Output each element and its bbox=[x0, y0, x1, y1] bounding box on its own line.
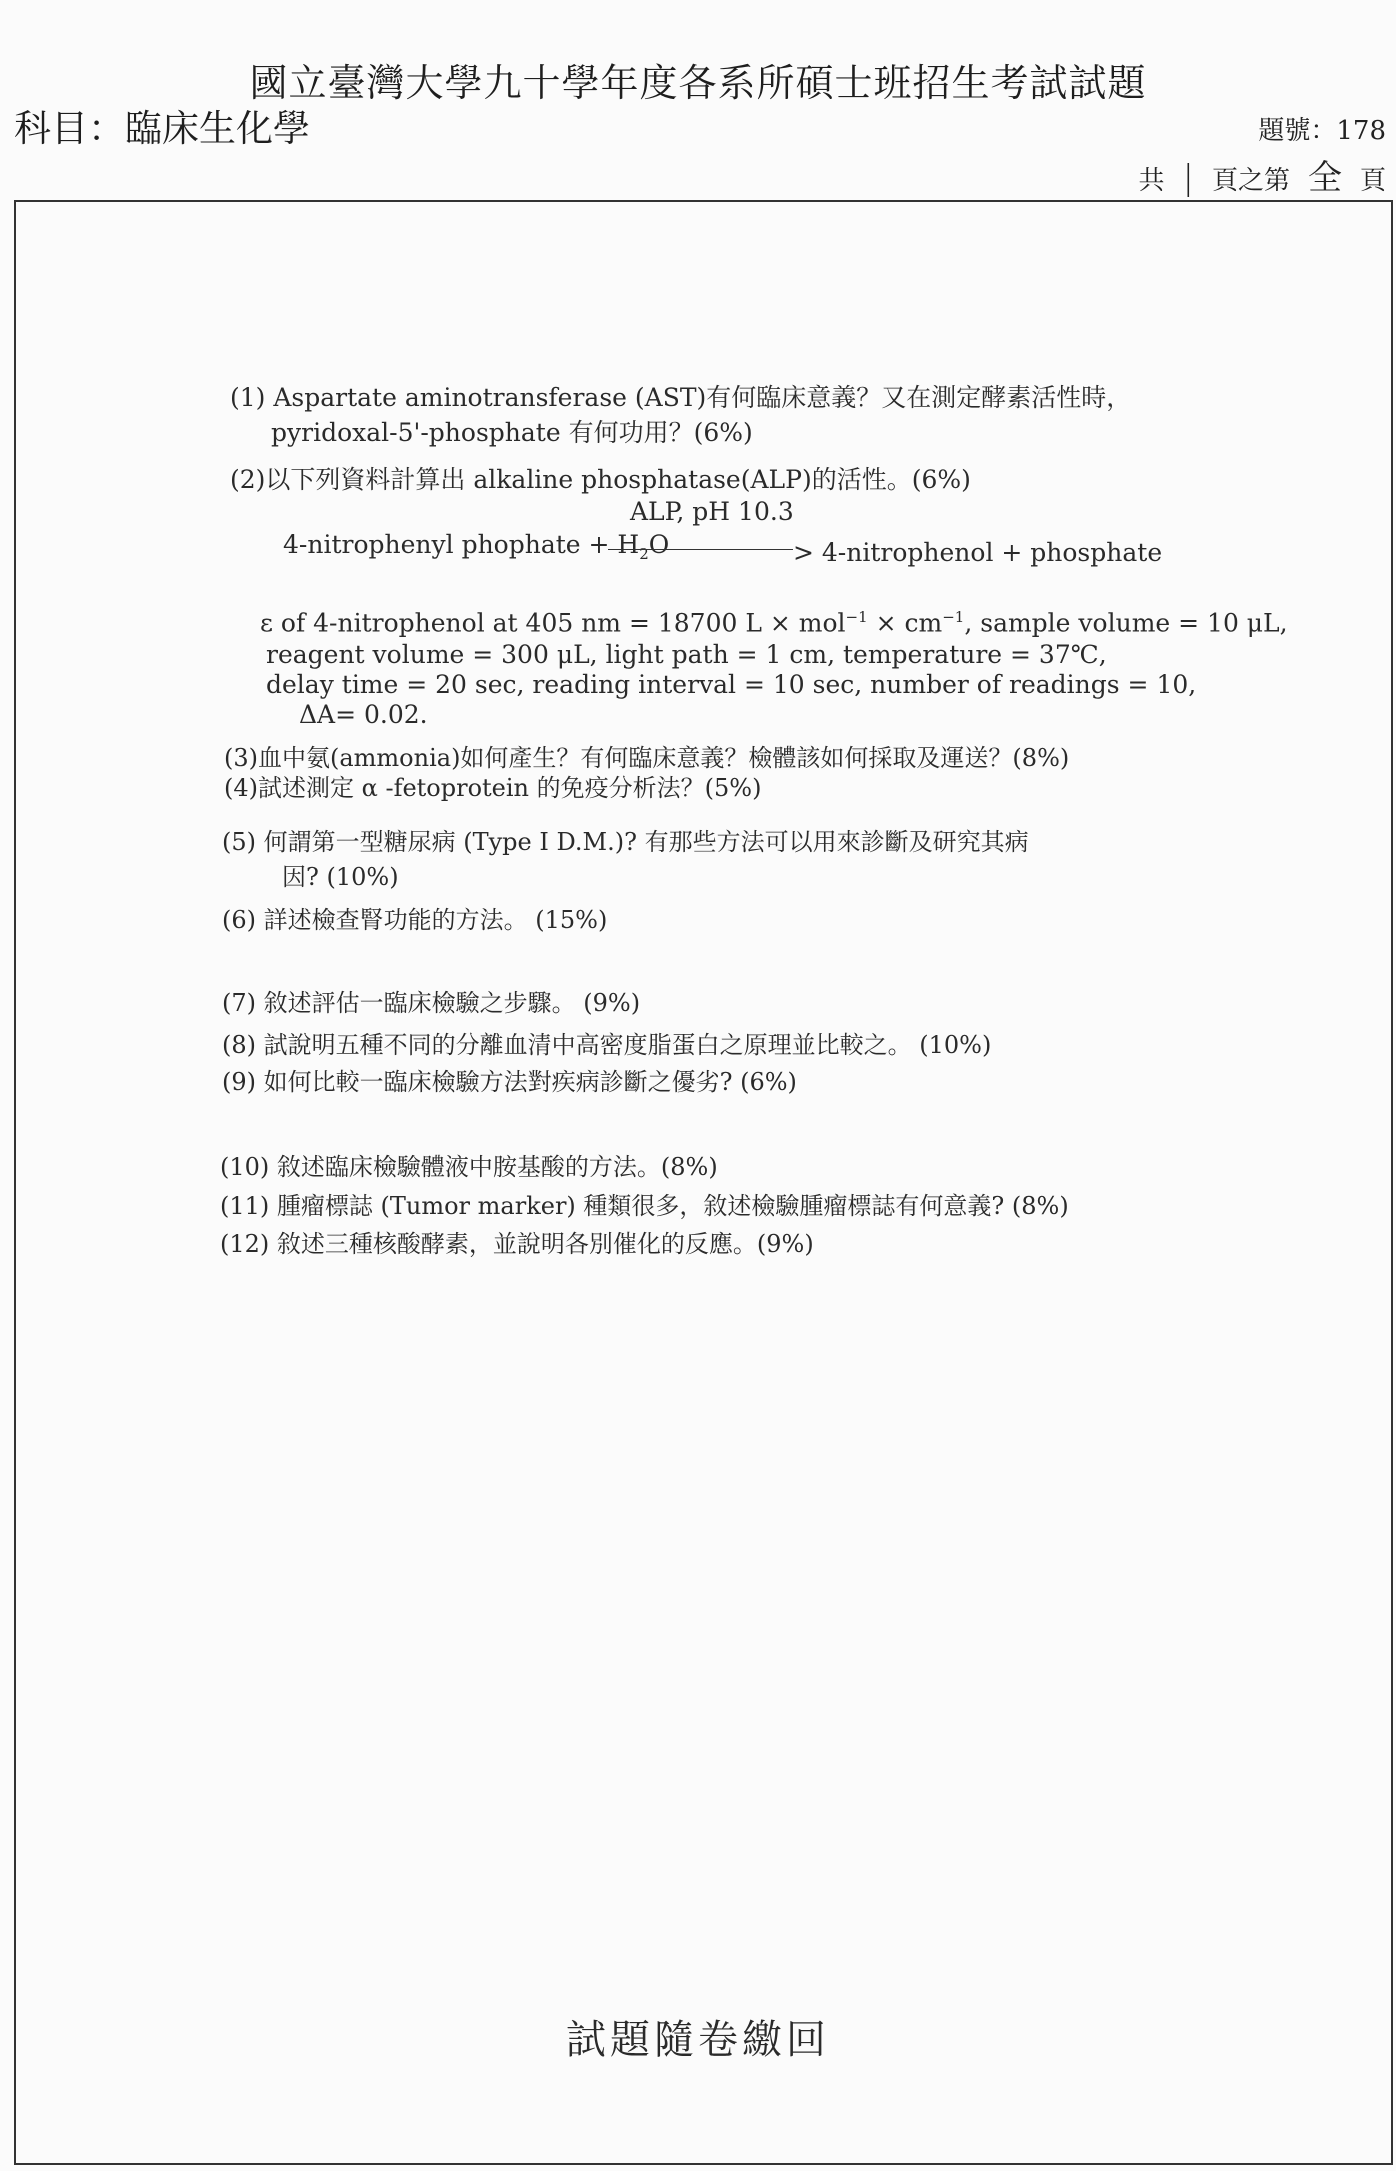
return-notice: 試題隨卷繳回 bbox=[566, 2017, 830, 2063]
question-number: 題號：178 bbox=[1258, 116, 1386, 146]
q2-delta: ΔA= 0.02. bbox=[299, 700, 428, 729]
q11: (11) 腫瘤標誌 (Tumor marker) 種類很多，敘述檢驗腫瘤標誌有何意義? (8%) bbox=[220, 1192, 1069, 1220]
q5-line1: (5) 何謂第一型糖尿病 (Type I D.M.)? 有那些方法可以用來診斷及研究其病 bbox=[222, 828, 1029, 856]
q1-line1: (1) Aspartate aminotransferase (AST)有何臨床意義？又在測定酵素活性時， bbox=[230, 383, 1132, 412]
pages-current: 全 bbox=[1307, 158, 1342, 198]
epsilon-end: , sample volume = 10 μL, bbox=[964, 608, 1288, 638]
pages-suffix: 頁 bbox=[1359, 166, 1386, 196]
q7: (7) 敘述評估一臨床檢驗之步驟。 (9%) bbox=[222, 989, 641, 1017]
q2-reagent: reagent volume = 300 μL, light path = 1 cm, temperature = 37℃, bbox=[266, 640, 1107, 669]
reaction-arrow bbox=[608, 549, 793, 550]
reaction-products: > 4-nitrophenol + phosphate bbox=[793, 538, 1163, 567]
epsilon-exp1: −1 bbox=[845, 608, 868, 626]
reaction-condition: ALP, pH 10.3 bbox=[630, 497, 794, 526]
reactant-text: 4-nitrophenyl phophate + H bbox=[283, 530, 640, 559]
q6: (6) 詳述檢查腎功能的方法。 (15%) bbox=[222, 906, 608, 934]
epsilon-exp2: −1 bbox=[942, 608, 965, 626]
pages-prefix: 共 bbox=[1138, 166, 1165, 196]
pages-mid: 頁之第 bbox=[1211, 166, 1290, 196]
reactant-end: O bbox=[648, 530, 670, 559]
subject-label: 科目：臨床生化學 bbox=[14, 107, 310, 150]
q12: (12) 敘述三種核酸酵素，並說明各別催化的反應。(9%) bbox=[220, 1230, 814, 1258]
q1-line2: pyridoxal-5'-phosphate 有何功用？(6%) bbox=[271, 418, 753, 447]
page-count bbox=[1138, 150, 1386, 199]
q4: (4)試述測定 α -fetoprotein 的免疫分析法？(5%) bbox=[224, 774, 762, 802]
q8: (8) 試說明五種不同的分離血清中高密度脂蛋白之原理並比較之。 (10%) bbox=[222, 1031, 992, 1059]
q3: (3)血中氨(ammonia)如何產生？有何臨床意義？檢體該如何採取及運送？(8%) bbox=[224, 744, 1070, 772]
exam-title: 國立臺灣大學九十學年度各系所碩士班招生考試試題 bbox=[249, 61, 1147, 105]
q9: (9) 如何比較一臨床檢驗方法對疾病診斷之優劣? (6%) bbox=[222, 1068, 797, 1096]
water-subscript: 2 bbox=[639, 545, 649, 563]
epsilon-mid: × cm bbox=[867, 608, 943, 638]
q10: (10) 敘述臨床檢驗體液中胺基酸的方法。(8%) bbox=[220, 1153, 718, 1181]
q2-line1: (2)以下列資料計算出 alkaline phosphatase(ALP)的活性。(6%) bbox=[230, 465, 971, 494]
q5-line2: 因? (10%) bbox=[282, 863, 399, 891]
q2-delay: delay time = 20 sec, reading interval = 10 sec, number of readings = 10, bbox=[266, 670, 1197, 699]
pages-total: | bbox=[1182, 158, 1194, 198]
epsilon-text: ε of 4-nitrophenol at 405 nm = 18700 L × mol bbox=[260, 608, 846, 638]
q2-epsilon bbox=[260, 602, 1288, 638]
